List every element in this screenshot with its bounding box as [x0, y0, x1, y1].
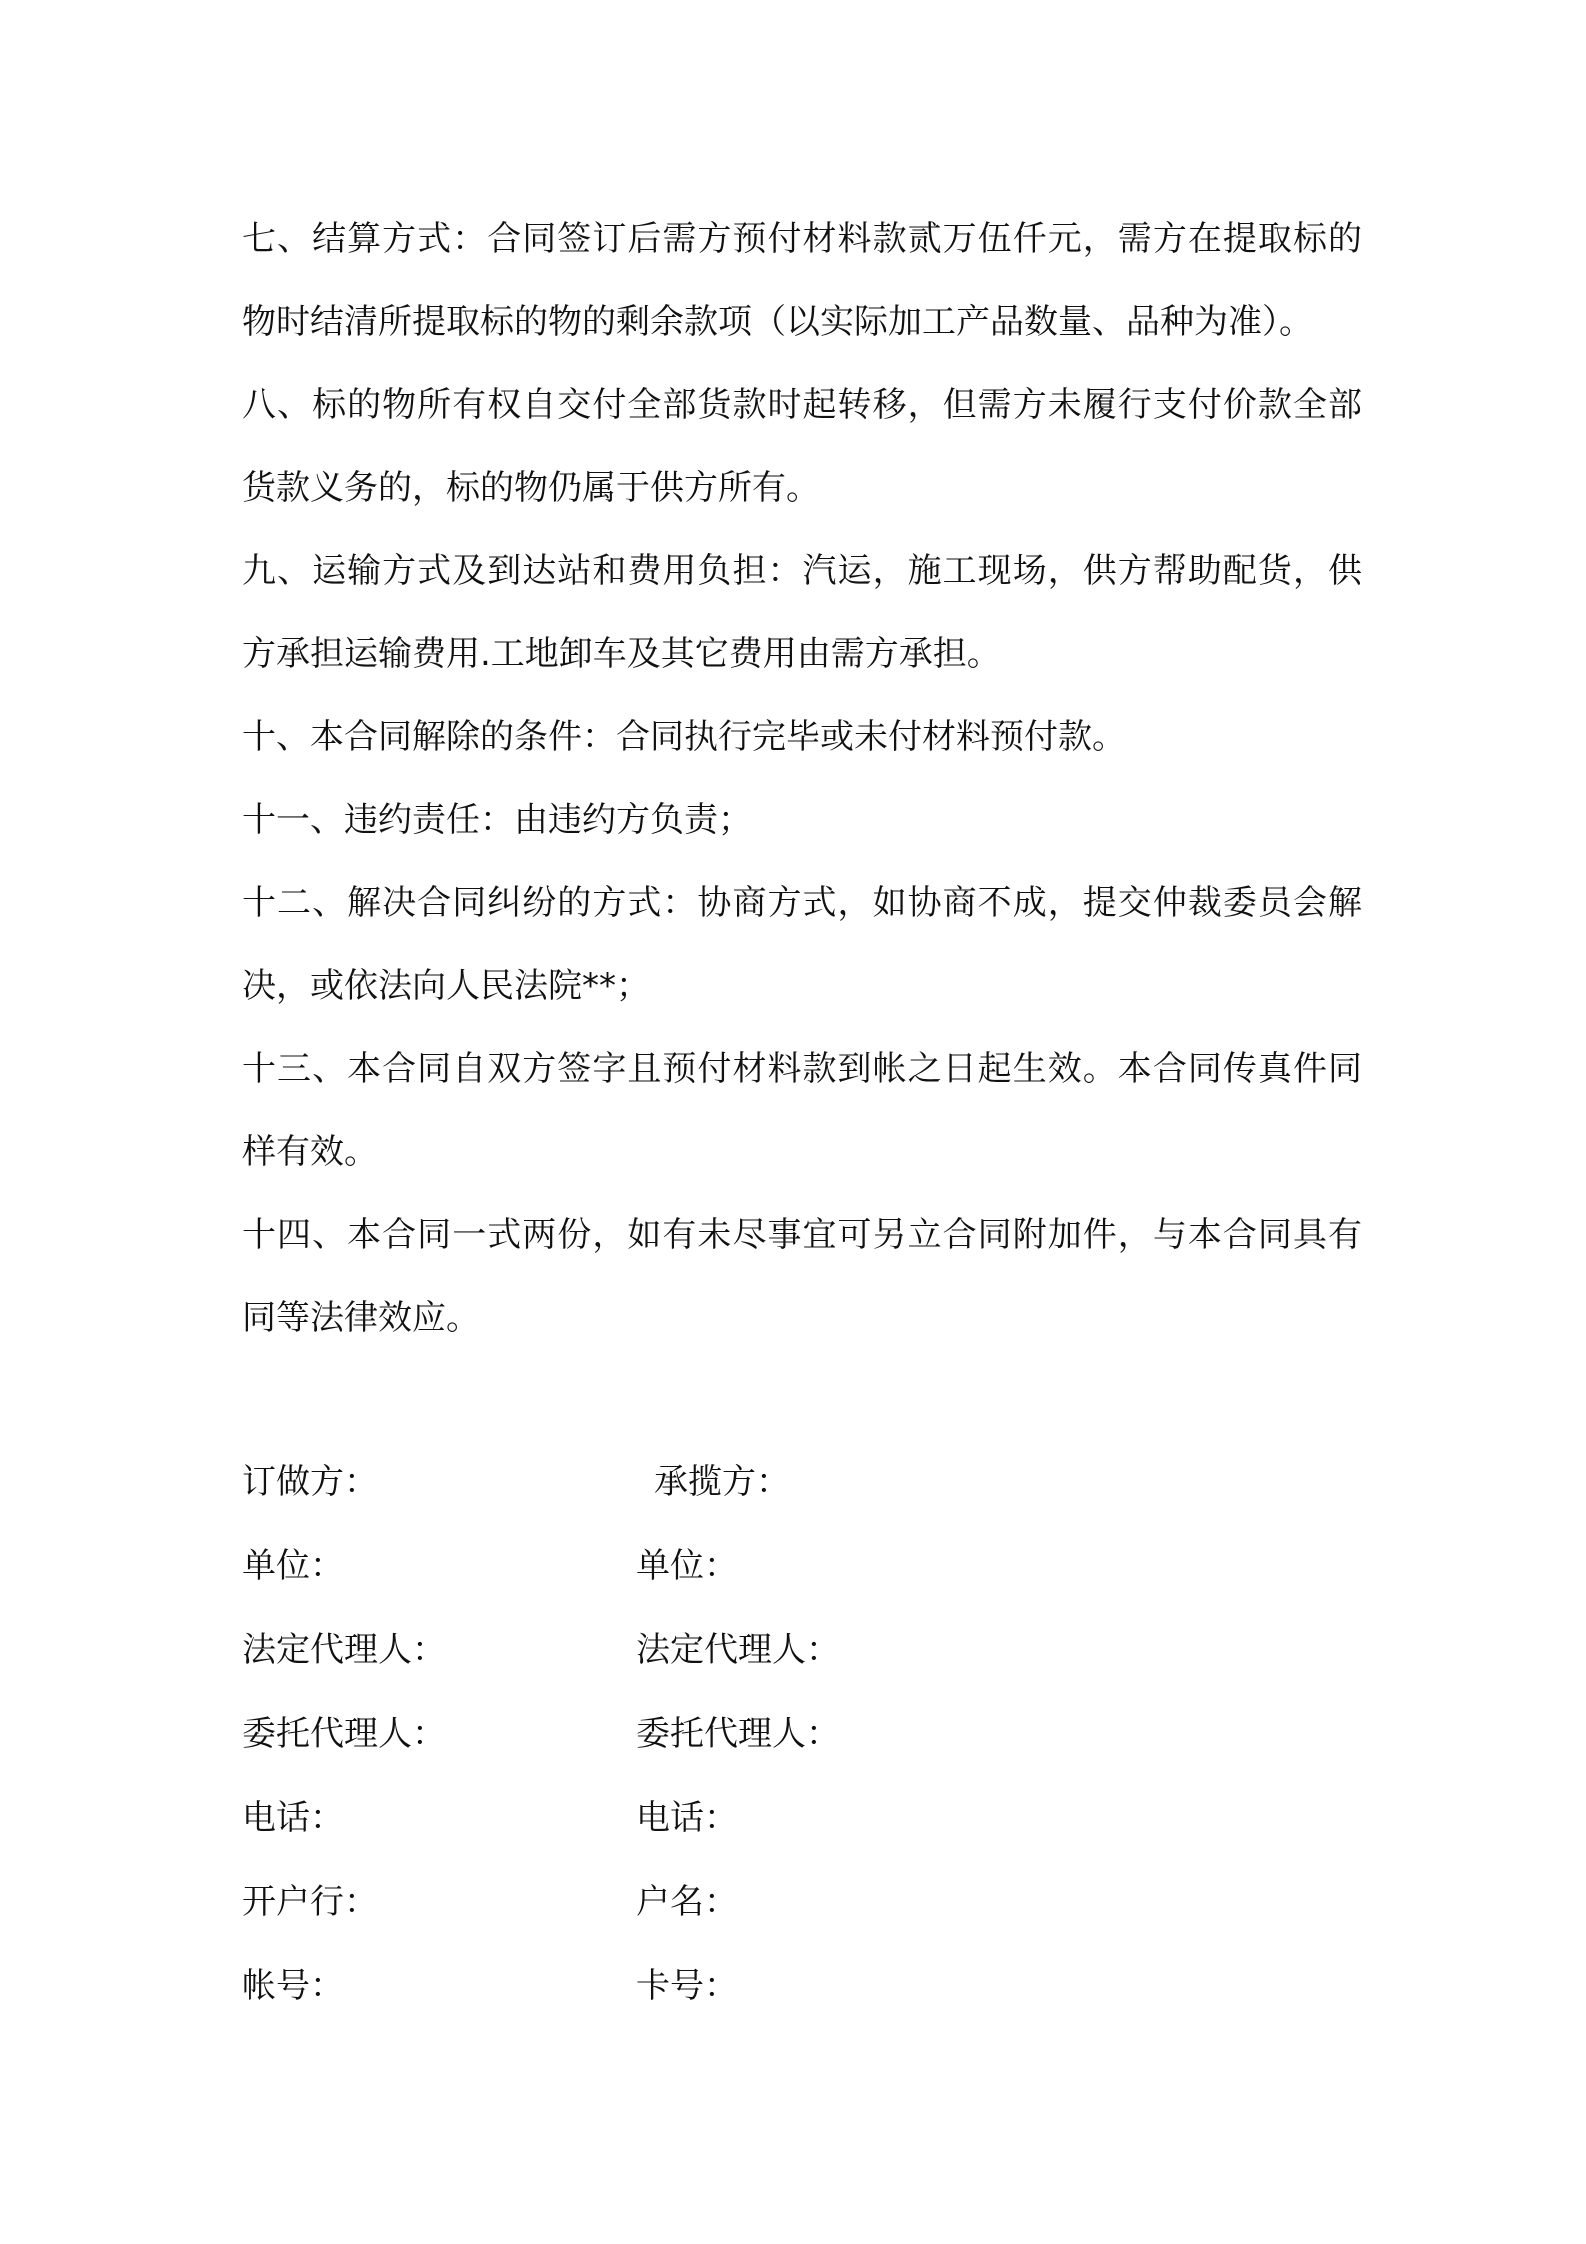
clause-14: 十四、本合同一式两份，如有未尽事宜可另立合同附加件，与本合同具有同等法律效应。 — [242, 1215, 1362, 1338]
contractor-account-name-label: 户名： — [636, 1882, 738, 1922]
orderer-legal-rep-label: 法定代理人： — [242, 1630, 446, 1670]
signature-row-bank — [242, 1860, 1362, 1944]
contractor-agent-label: 委托代理人： — [636, 1714, 840, 1754]
signature-row-phone — [242, 1776, 1362, 1860]
signature-row-agent — [242, 1692, 1362, 1776]
signature-row-party — [242, 1440, 1362, 1524]
orderer-bank-label: 开户行： — [242, 1882, 378, 1922]
orderer-phone-label: 电话： — [242, 1798, 344, 1838]
contractor-label: 承揽方： — [654, 1462, 790, 1502]
signature-row-account — [242, 1944, 1362, 2028]
contractor-card-label: 卡号： — [636, 1966, 738, 2006]
signature-row-unit — [242, 1524, 1362, 1608]
signature-block — [242, 1440, 1362, 2028]
orderer-label: 订做方： — [242, 1462, 378, 1502]
signature-row-legal-rep — [242, 1608, 1362, 1692]
clause-9: 九、运输方式及到达站和费用负担：汽运，施工现场，供方帮助配货，供方承担运输费用.工地卸车及其它费用由需方承担。 — [242, 551, 1362, 674]
orderer-unit-label: 单位： — [242, 1546, 344, 1586]
contract-body — [242, 198, 1362, 1360]
clause-13: 十三、本合同自双方签字且预付材料款到帐之日起生效。本合同传真件同样有效。 — [242, 1049, 1362, 1172]
contractor-phone-label: 电话： — [636, 1798, 738, 1838]
orderer-account-label: 帐号： — [242, 1966, 344, 2006]
clause-8: 八、标的物所有权自交付全部货款时起转移，但需方未履行支付价款全部货款义务的，标的物仍属于供方所有。 — [242, 385, 1362, 508]
contractor-unit-label: 单位： — [636, 1546, 738, 1586]
contractor-legal-rep-label: 法定代理人： — [636, 1630, 840, 1670]
clause-11: 十一、违约责任：由违约方负责； — [242, 800, 752, 840]
clause-12: 十二、解决合同纠纷的方式：协商方式，如协商不成，提交仲裁委员会解决，或依法向人民法院**； — [242, 883, 1362, 1006]
orderer-agent-label: 委托代理人： — [242, 1714, 446, 1754]
clause-10: 十、本合同解除的条件：合同执行完毕或未付材料预付款。 — [242, 717, 1126, 757]
clause-7: 七、结算方式：合同签订后需方预付材料款贰万伍仟元，需方在提取标的物时结清所提取标的物的剩余款项（以实际加工产品数量、品种为准）。 — [242, 219, 1362, 342]
